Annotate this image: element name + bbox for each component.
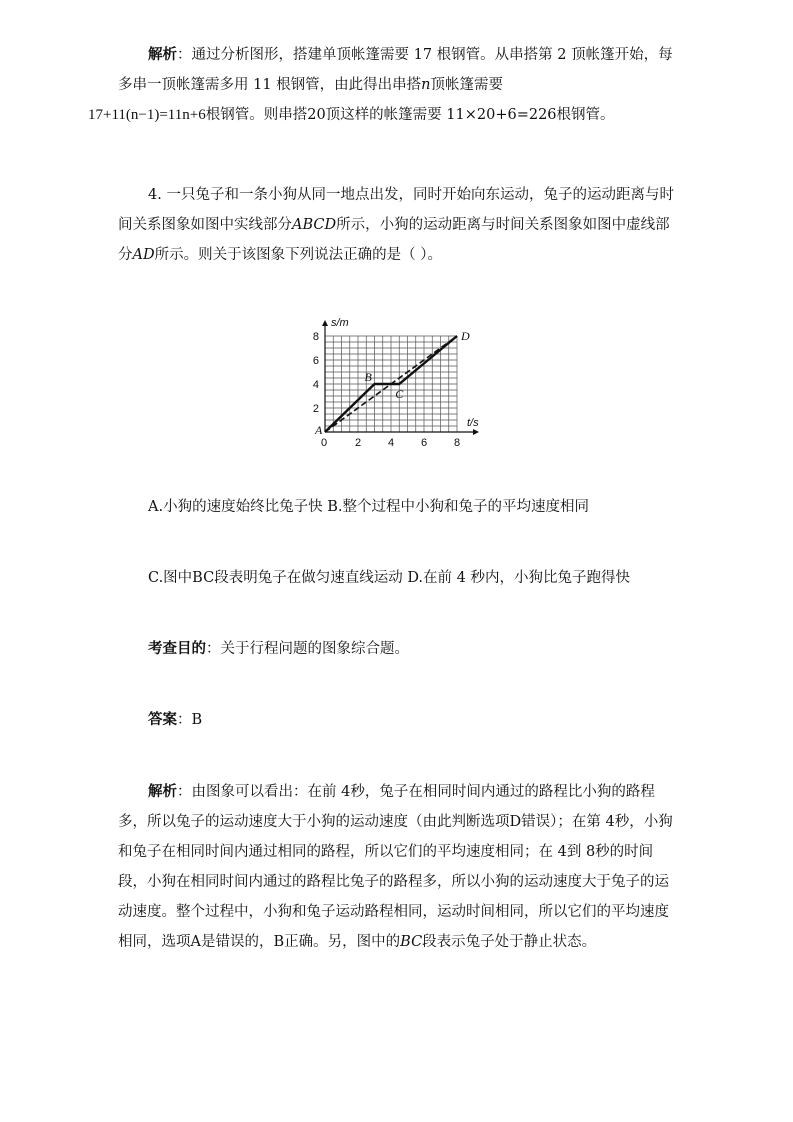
point-label-a: A bbox=[315, 423, 323, 437]
y-axis-arrow bbox=[322, 320, 328, 326]
distance-time-graph bbox=[305, 318, 495, 450]
x-tick-label: 8 bbox=[453, 437, 461, 449]
point-label-b: B bbox=[364, 370, 372, 384]
y-tick-label: 2 bbox=[312, 403, 319, 415]
y-tick-label: 4 bbox=[312, 379, 319, 391]
y-tick-label: 6 bbox=[312, 355, 319, 367]
segment-ad: AD bbox=[132, 247, 155, 263]
purpose-line: 考查目的：关于行程问题的图象综合题。 bbox=[148, 641, 409, 657]
y-tick-label: 8 bbox=[312, 331, 319, 343]
x-axis-label: t/s bbox=[467, 417, 479, 429]
x-tick-label: 4 bbox=[387, 437, 395, 449]
answer-line: 答案：B bbox=[148, 712, 203, 728]
solution-text-end: 根钢管。则串搭20顶这样的帐篷需要 11×20+6=226根钢管。 bbox=[205, 107, 615, 123]
options-ab: A.小狗的速度始终比兔子快 B.整个过程中小狗和兔子的平均速度相同 bbox=[148, 499, 589, 515]
x-axis-arrow bbox=[473, 429, 479, 435]
solution-label-2: 解析 bbox=[148, 784, 177, 800]
solution-text: 通过分析图形，搭建单顶帐篷需要 17 根钢管。从串搭第 2 顶帐篷开始，每多串一顶帐篷需多用 11 根钢管，由此得出串搭 bbox=[118, 47, 673, 93]
solution-paragraph-1: 解析：通过分析图形，搭建单顶帐篷需要 17 根钢管。从串搭第 2 顶帐篷开始，每多串一顶帐篷需多用 11 根钢管，由此得出串搭n顶帐篷需要 17+11(n−1)=11n+6根钢管。则串搭20顶这样的帐篷需要 11×20+6=226根钢管。 bbox=[88, 47, 673, 123]
question-4: 4. 一只兔子和一条小狗从同一地点出发，同时开始向东运动，兔子的运动距离与时间关系图象如图中实线部分ABCD所示，小狗的运动距离与时间关系图象如图中虚线部分AD所示。则关于该图象下列说法正确的是（ ）。 bbox=[118, 187, 674, 263]
point-label-c: C bbox=[395, 387, 404, 401]
solution-text-2: 由图象可以看出：在前 4秒，兔子在相同时间内通过的路程比小狗的路程多，所以兔子的运动速度大于小狗的运动速度（由此判断选项D错误）；在第 4秒，小狗和兔子在相同时间内通过相同的路程，所以它们的平均速度相同；在 4到 8秒的时间段，小狗在相同时间内通过的路程比兔子的路程多，所以小狗的运动速度大于兔子的运动速度。整个过程中，小狗和兔子运动路程相同，运动时间相同，所以它们的平均速度相同，选项A是错误的，B正确。另，图中的 bbox=[118, 784, 673, 950]
formula: 17+11(n−1)=11n+6 bbox=[88, 107, 206, 123]
segment-bc: BC bbox=[400, 934, 423, 950]
y-axis-label: s/m bbox=[331, 318, 349, 329]
point-label-d: D bbox=[461, 329, 470, 343]
solution-paragraph-2: 解析：由图象可以看出：在前 4秒，兔子在相同时间内通过的路程比小狗的路程多，所以兔子的运动速度大于小狗的运动速度（由此判断选项D错误）；在第 4秒，小狗和兔子在相同时间内通过相同的路程，所以它们的平均速度相同；在 4到 8秒的时间段，小狗在相同时间内通过的路程比兔子的路程多，所以小狗的运动速度大于兔子的运动速度。整个过程中，小狗和兔子运动路程相同，运动时间相同，所以它们的平均速度相同，选项A是错误的，B正确。另，图中的BC段表示兔子处于静止状态。 bbox=[118, 784, 673, 950]
x-tick-label: 2 bbox=[354, 437, 362, 449]
purpose-text: 关于行程问题的图象综合题。 bbox=[220, 641, 409, 657]
purpose-label: 考查目的 bbox=[148, 641, 206, 657]
answer-value: B bbox=[191, 712, 203, 728]
solution-label: 解析 bbox=[148, 47, 177, 63]
segment-abcd: ABCD bbox=[292, 217, 337, 233]
variable-n: n bbox=[421, 77, 431, 93]
options-cd: C.图中BC段表明兔子在做匀速直线运动 D.在前 4 秒内，小狗比兔子跑得快 bbox=[148, 570, 630, 586]
x-tick-label: 6 bbox=[420, 437, 428, 449]
origin-label: 0 bbox=[320, 437, 328, 449]
answer-label: 答案 bbox=[148, 712, 177, 728]
